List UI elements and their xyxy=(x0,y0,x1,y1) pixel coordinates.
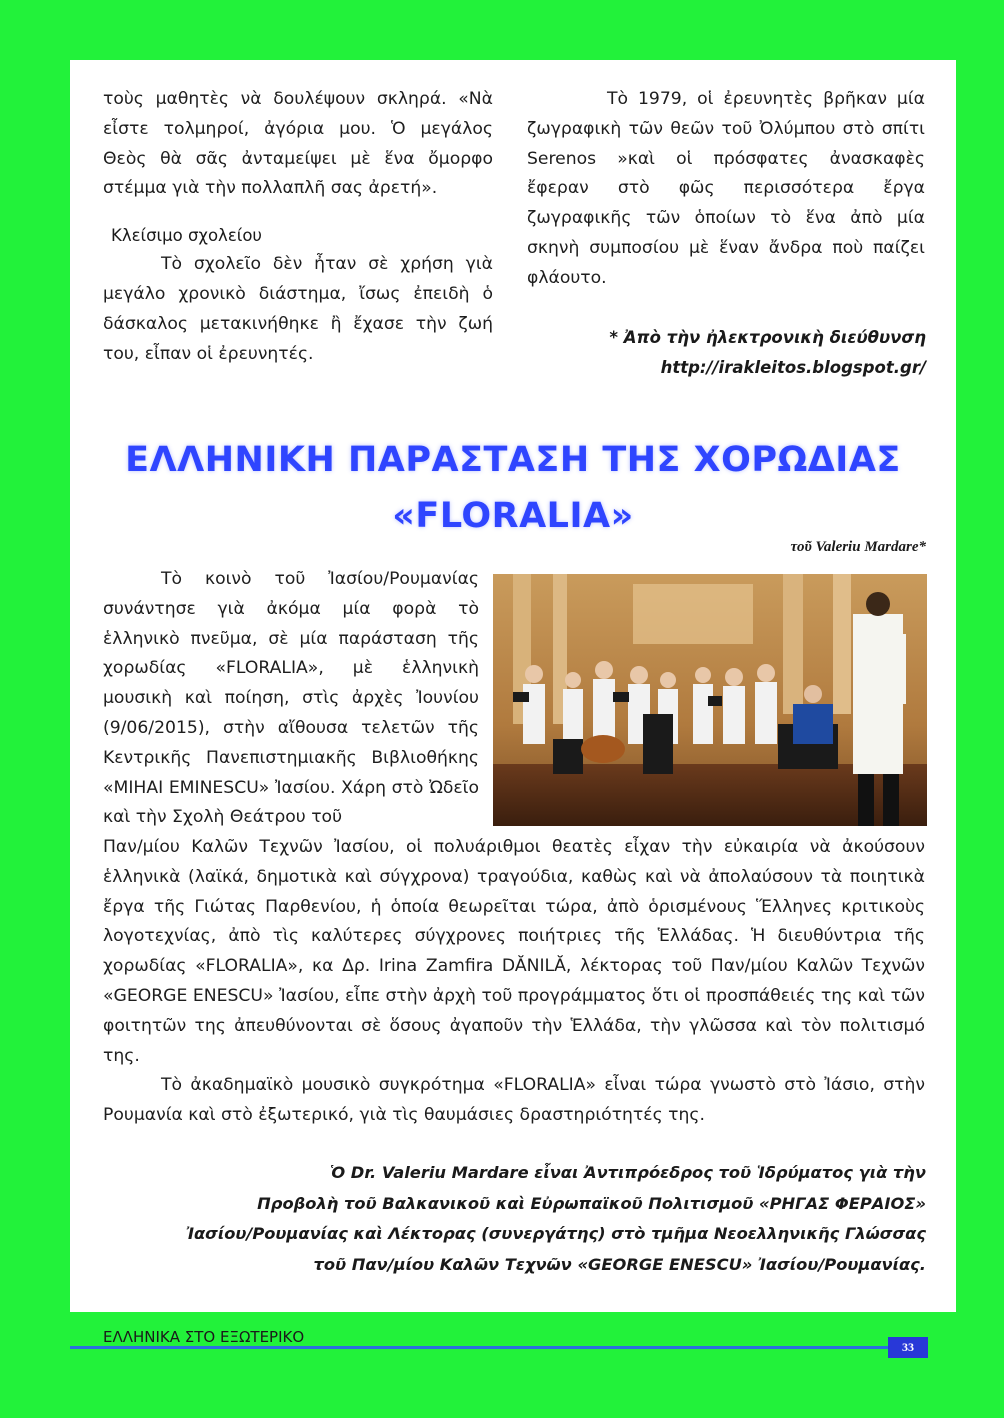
page-sheet xyxy=(70,60,956,1312)
article-paragraph-1-start: Τὸ κοινὸ τοῦ Ἰασίου/Ρουμανίας συνάντησε γιὰ ἀκόμα μία φορὰ τὸ ἑλληνικὸ πνεῦμα, σὲ μία παράσταση τῆς χορωδίας «FLORALIA», μὲ ἑλληνικὴ μουσικὴ καὶ ποίηση, στὶς ἀρχὲς Ἰουνίου (9/06/2015), στὴν αἴθουσα τελετῶν τῆς Κεντρικῆς Πανεπιστημιακῆς Βιβλιοθήκης «MIHAI EMINESCU» Ἰασίου. Χάρη στὸ Ὠδεῖο καὶ τὴν Σχολὴ Θεάτρου τοῦ xyxy=(103,569,479,828)
source-note xyxy=(609,323,926,383)
source-url[interactable]: http://irakleitos.blogspot.gr/ xyxy=(660,358,926,377)
right-column xyxy=(527,85,925,294)
article-intro xyxy=(103,565,479,833)
source-label: * Ἀπὸ τὴν ἠλεκτρονικὴ διεύθυνση xyxy=(609,328,926,347)
subheading-school-closure: Κλείσιμο σχολείου xyxy=(111,226,262,246)
article-paragraph-1-continued: Παν/μίου Καλῶν Τεχνῶν Ἰασίου, οἱ πολυάριθμοι θεατὲς εἶχαν τὴν εὐκαιρία νὰ ἀκούσουν ἑλληνικὰ (λαϊκά, δημοτικὰ καὶ σύγχρονα) τραγούδια, καθὼς καὶ νὰ ἀπολαύσουν τὰ ποιητικὰ ἔργα τῆς Γιώτας Παρθενίου, ἡ ὁποία θεωρεῖται τώρα, ἀπὸ ὁρισμένους Ἕλληνες κριτικοὺς λογοτεχνίας, ἀπὸ τὶς καλύτερες σύγχρονες ποιήτριες τῆς Ἑλλάδας. Ἡ διευθύντρια τῆς χορωδίας «FLORALIA», κα Δρ. Irina Zamfira DĂNILĂ, λέκτορας τοῦ Παν/μίου Καλῶν Τεχνῶν «GEORGE ENESCU» Ἰασίου, εἶπε στὴν ἀρχὴ τοῦ προγράμματος ὅτι οἱ προσπάθειές της καὶ τῶν φοιτητῶν της ἀπευθύνονται σὲ ὅσους ἀγαποῦν τὴν Ἑλλάδα, τὴν γλῶσσα καὶ τὸν πολιτισμό της. xyxy=(103,837,925,1066)
article-body xyxy=(103,833,925,1131)
article-paragraph-2: Τὸ ἀκαδημαϊκὸ μουσικὸ συγκρότημα «FLORALIA» εἶναι τώρα γνωστὸ στὸ Ἰάσιο, στὴν Ρουμανία καὶ στὸ ἐξωτερικό, γιὰ τὶς θαυμάσιες δραστηριότητές της. xyxy=(103,1075,925,1126)
bio-line-1: Ὁ Dr. Valeriu Mardare εἶναι Ἀντιπρόεδρος τοῦ Ἱδρύματος γιὰ τὴν xyxy=(329,1163,926,1182)
left-paragraph-1: τοὺς μαθητὲς νὰ δουλέψουν σκληρά. «Νὰ εἶστε τολμηροί, ἀγόρια μου. Ὁ μεγάλος Θεὸς θὰ σᾶς ἀνταμείψει μὲ ἕνα ὄμορφο στέμμα γιὰ τὴν πολλαπλῆ σας ἀρετή». xyxy=(103,89,493,199)
article-author: τοῦ Valeriu Mardare* xyxy=(790,539,926,555)
left-column xyxy=(103,85,493,369)
page-number-badge: 33 xyxy=(888,1337,928,1358)
article-title-line-1: ΕΛΛΗΝΙΚΗ ΠΑΡΑΣΤΑΣΗ ΤΗΣ ΧΟΡΩΔΙΑΣ xyxy=(125,440,901,480)
right-paragraph-1: Τὸ 1979, οἱ ἐρευνητὲς βρῆκαν μία ζωγραφικὴ τῶν θεῶν τοῦ Ὀλύμπου στὸ σπίτι Serenos »καὶ οἱ πρόσφατες ἀνασκαφὲς ἔφεραν στὸ φῶς περισσότερα ἔργα ζωγραφικῆς τῶν ὁποίων τὸ ἕνα ἀπὸ μία σκηνὴ συμποσίου μὲ ἕναν ἄνδρα ποὺ παίζει φλάουτο. xyxy=(527,89,925,288)
left-paragraph-2: Τὸ σχολεῖο δὲν ἦταν σὲ χρήση γιὰ μεγάλο χρονικὸ διάστημα, ἴσως ἐπειδὴ ὁ δάσκαλος μετακινήθηκε ἢ ἔχασε τὴν ζωή του, εἶπαν οἱ ἐρευνητές. xyxy=(103,254,493,364)
bio-line-2: Προβολὴ τοῦ Βαλκανικοῦ καὶ Εὐρωπαϊκοῦ Πολιτισμοῦ «ΡΗΓΑΣ ΦΕΡΑΙΟΣ» xyxy=(257,1193,926,1213)
bio-line-3: Ἰασίου/Ρουμανίας καὶ Λέκτορας (συνεργάτης) στὸ τμῆμα Νεοελληνικῆς Γλώσσας xyxy=(186,1224,926,1243)
author-bio xyxy=(126,1158,926,1280)
choir-performance-photo xyxy=(493,574,927,826)
footer-publication-name: ΕΛΛΗΝΙΚΑ ΣΤΟ ΕΞΩΤΕΡΙΚΟ xyxy=(103,1328,305,1346)
bio-line-4: τοῦ Παν/μίου Καλῶν Τεχνῶν «GEORGE ENESCU» Ἰασίου/Ρουμανίας. xyxy=(313,1254,926,1274)
article-title-line-2: «FLORALIA» xyxy=(392,496,634,536)
footer-divider xyxy=(70,1346,888,1349)
